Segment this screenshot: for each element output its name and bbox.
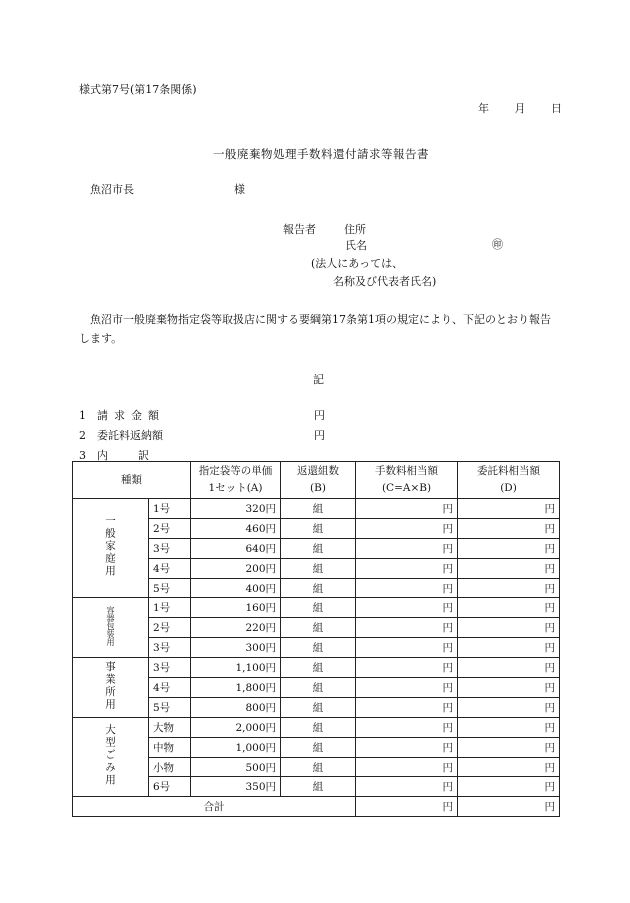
fee-amount-cell: 円 — [356, 499, 458, 519]
category-label: 容器包装用 — [106, 606, 115, 647]
size-cell: 中物 — [149, 737, 191, 757]
header-fee-equivalent — [356, 462, 458, 499]
fee-amount-cell: 円 — [356, 658, 458, 678]
unit-price-cell: 2,000円 — [191, 717, 281, 737]
fee-amount-cell: 円 — [356, 558, 458, 578]
table-row — [73, 598, 560, 618]
unit-price-cell: 350円 — [191, 777, 281, 797]
total-fee-cell: 円 — [356, 797, 458, 817]
total-label: 合計 — [73, 797, 356, 817]
size-cell: 5号 — [149, 578, 191, 598]
returned-sets-cell: 組 — [281, 638, 356, 658]
reporter-label: 報告者 — [283, 223, 316, 236]
size-cell: 3号 — [149, 538, 191, 558]
unit-price-cell: 400円 — [191, 578, 281, 598]
item-unit: 円 — [314, 429, 325, 442]
category-cell — [73, 658, 149, 718]
commission-amount-cell: 円 — [458, 777, 560, 797]
header-fee-line1: 手数料相当額 — [375, 465, 438, 477]
category-label: 一般家庭用 — [104, 515, 116, 578]
returned-sets-cell: 組 — [281, 558, 356, 578]
document-title: 一般廃棄物処理手数料還付請求等報告書 — [213, 147, 429, 161]
item-number: 2 — [79, 429, 86, 442]
unit-price-cell: 1,800円 — [191, 678, 281, 698]
returned-sets-cell: 組 — [281, 737, 356, 757]
fee-amount-cell: 円 — [356, 757, 458, 777]
item-request-amount — [79, 407, 325, 423]
size-cell: 4号 — [149, 678, 191, 698]
commission-amount-cell: 円 — [458, 538, 560, 558]
commission-amount-cell: 円 — [458, 618, 560, 638]
unit-price-cell: 320円 — [191, 499, 281, 519]
header-unit-price-line1: 指定袋等の単価 — [198, 465, 273, 477]
fee-amount-cell: 円 — [356, 777, 458, 797]
fee-amount-cell: 円 — [356, 518, 458, 538]
commission-amount-cell: 円 — [458, 717, 560, 737]
commission-amount-cell: 円 — [458, 638, 560, 658]
fee-amount-cell: 円 — [356, 678, 458, 698]
unit-price-cell: 160円 — [191, 598, 281, 618]
fee-amount-cell: 円 — [356, 638, 458, 658]
unit-price-cell: 300円 — [191, 638, 281, 658]
unit-price-cell: 220円 — [191, 618, 281, 638]
category-cell — [73, 717, 149, 797]
fee-amount-cell: 円 — [356, 578, 458, 598]
commission-amount-cell: 円 — [458, 737, 560, 757]
item-commission-return — [79, 427, 325, 443]
size-cell: 2号 — [149, 618, 191, 638]
addressee-honorific: 様 — [234, 183, 245, 196]
breakdown-table — [72, 461, 560, 817]
returned-sets-cell: 組 — [281, 697, 356, 717]
date-year: 年 — [478, 102, 489, 115]
category-label: 事業所用 — [104, 660, 116, 711]
category-label: 大型ごみ用 — [104, 724, 116, 787]
corp-note-2: 名称及び代表者氏名) — [333, 275, 437, 288]
returned-sets-cell: 組 — [281, 757, 356, 777]
size-cell: 6号 — [149, 777, 191, 797]
commission-amount-cell: 円 — [458, 499, 560, 519]
date-day: 日 — [551, 102, 562, 115]
header-returned-line2: (B) — [310, 482, 326, 494]
returned-sets-cell: 組 — [281, 678, 356, 698]
item-label: 内訳 — [97, 449, 179, 462]
total-row — [73, 797, 560, 817]
commission-amount-cell: 円 — [458, 658, 560, 678]
item-number: 1 — [79, 409, 86, 422]
size-cell: 3号 — [149, 658, 191, 678]
table-row — [73, 658, 560, 678]
header-fee-line2: (C=A×B) — [381, 482, 432, 494]
category-cell — [73, 499, 149, 598]
header-returned-sets — [281, 462, 356, 499]
corp-note-1: (法人にあっては、 — [311, 257, 404, 270]
item-number: 3 — [79, 449, 86, 462]
size-cell: 5号 — [149, 697, 191, 717]
table-row — [73, 717, 560, 737]
fee-amount-cell: 円 — [356, 538, 458, 558]
size-cell: 4号 — [149, 558, 191, 578]
fee-amount-cell: 円 — [356, 737, 458, 757]
size-cell: 大物 — [149, 717, 191, 737]
fee-amount-cell: 円 — [356, 598, 458, 618]
commission-amount-cell: 円 — [458, 518, 560, 538]
commission-amount-cell: 円 — [458, 598, 560, 618]
form-number: 様式第7号(第17条関係) — [79, 83, 197, 96]
item-label: 委託料返納額 — [97, 429, 163, 442]
returned-sets-cell: 組 — [281, 499, 356, 519]
header-commission-line2: (D) — [500, 482, 517, 494]
header-returned-line1: 返還組数 — [297, 465, 339, 477]
unit-price-cell: 800円 — [191, 697, 281, 717]
size-cell: 3号 — [149, 638, 191, 658]
addressee-name: 魚沼市長 — [90, 183, 134, 196]
table-header-row — [73, 462, 560, 499]
fee-amount-cell: 円 — [356, 618, 458, 638]
size-cell: 小物 — [149, 757, 191, 777]
returned-sets-cell: 組 — [281, 658, 356, 678]
returned-sets-cell: 組 — [281, 598, 356, 618]
header-unit-price — [191, 462, 281, 499]
returned-sets-cell: 組 — [281, 777, 356, 797]
commission-amount-cell: 円 — [458, 578, 560, 598]
fee-amount-cell: 円 — [356, 717, 458, 737]
unit-price-cell: 1,000円 — [191, 737, 281, 757]
header-category: 種類 — [73, 462, 191, 499]
date-line — [478, 100, 562, 116]
ki-heading: 記 — [313, 373, 324, 386]
address-label: 住所 — [344, 223, 366, 236]
fee-amount-cell: 円 — [356, 697, 458, 717]
unit-price-cell: 460円 — [191, 518, 281, 538]
table-row — [73, 499, 560, 519]
commission-amount-cell: 円 — [458, 697, 560, 717]
addressee — [90, 181, 245, 197]
commission-amount-cell: 円 — [458, 558, 560, 578]
header-commission-equivalent — [458, 462, 560, 499]
name-label: 氏名 — [345, 239, 367, 252]
size-cell: 1号 — [149, 499, 191, 519]
header-unit-price-line2: 1セット(A) — [208, 482, 263, 494]
date-month: 月 — [514, 102, 526, 115]
item-unit: 円 — [314, 409, 325, 422]
returned-sets-cell: 組 — [281, 618, 356, 638]
unit-price-cell: 500円 — [191, 757, 281, 777]
item-label: 請求金額 — [97, 409, 165, 422]
total-commission-cell: 円 — [458, 797, 560, 817]
unit-price-cell: 1,100円 — [191, 658, 281, 678]
returned-sets-cell: 組 — [281, 717, 356, 737]
size-cell: 2号 — [149, 518, 191, 538]
returned-sets-cell: 組 — [281, 578, 356, 598]
returned-sets-cell: 組 — [281, 518, 356, 538]
unit-price-cell: 200円 — [191, 558, 281, 578]
header-commission-line1: 委託料相当額 — [477, 465, 540, 477]
category-cell — [73, 598, 149, 658]
size-cell: 1号 — [149, 598, 191, 618]
unit-price-cell: 640円 — [191, 538, 281, 558]
seal-mark: ㊞ — [492, 238, 503, 251]
commission-amount-cell: 円 — [458, 678, 560, 698]
commission-amount-cell: 円 — [458, 757, 560, 777]
returned-sets-cell: 組 — [281, 538, 356, 558]
body-text: 魚沼市一般廃棄物指定袋等取扱店に関する要綱第17条第1項の規定により、下記のとおり報告します。 — [79, 313, 551, 345]
